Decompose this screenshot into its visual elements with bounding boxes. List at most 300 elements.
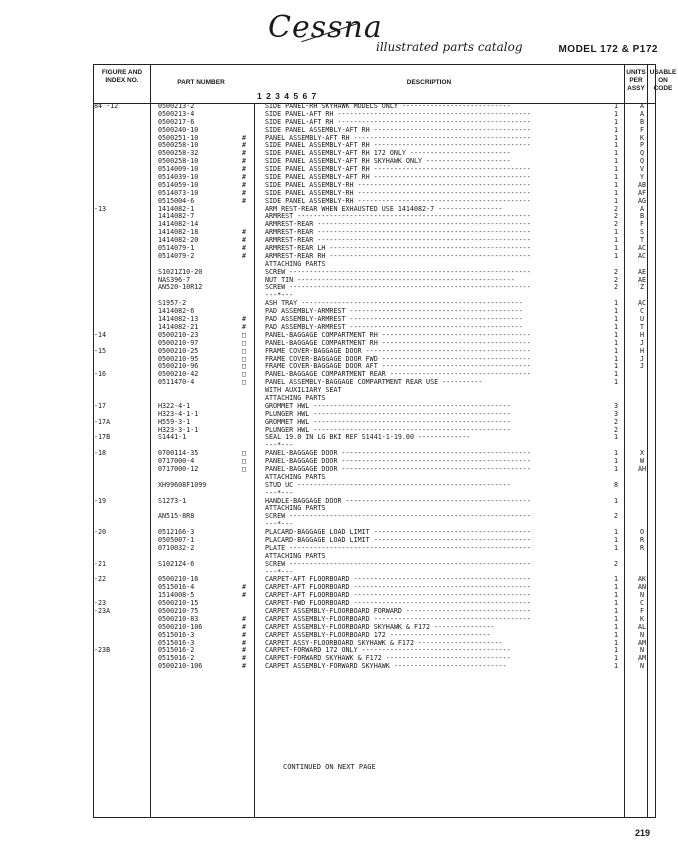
table-row bbox=[93, 379, 656, 387]
row-units: 1 bbox=[613, 575, 619, 584]
table-row bbox=[93, 434, 656, 442]
row-part-number: 1414082-18 bbox=[158, 228, 199, 237]
row-description: ---*--- bbox=[265, 441, 294, 450]
row-description: FRAME COVER-BAGGAGE DOOR AFT ------------------------------------- bbox=[265, 362, 531, 371]
row-marker: □ bbox=[241, 449, 247, 458]
row-marker: # bbox=[241, 322, 247, 331]
row-marker: # bbox=[241, 180, 247, 189]
row-units: 1 bbox=[613, 654, 619, 663]
row-part-number: H323-4-1-1 bbox=[158, 409, 199, 418]
row-code: A bbox=[639, 109, 645, 118]
row-units: 1 bbox=[613, 165, 619, 174]
row-description: SCREW ------------------------------------------------------------ bbox=[265, 283, 531, 292]
row-description: SIDE PANEL ASSEMBLY-AFT RH --------------------------------------- bbox=[265, 165, 531, 174]
row-description: CARPET-FWD FLOORBOARD -------------------------------------------- bbox=[265, 599, 531, 608]
row-units: 1 bbox=[613, 196, 619, 205]
row-description: PAD ASSEMBLY-ARMREST ------------------------------------------- bbox=[265, 322, 523, 331]
row-description: ATTACHING PARTS bbox=[265, 472, 326, 481]
row-part-number: 0700114-35 bbox=[158, 449, 199, 458]
row-part-number: S1957-2 bbox=[158, 299, 187, 308]
row-marker: # bbox=[241, 149, 247, 158]
row-marker: □ bbox=[241, 464, 247, 473]
row-index: -20 bbox=[94, 528, 107, 537]
row-units: 2 bbox=[613, 559, 619, 568]
row-description: SIDE PANEL-RH SKYHAWK MODELS ONLY --------------------------- bbox=[265, 102, 511, 110]
row-code: AK bbox=[637, 575, 647, 584]
row-description: FRAME COVER-BAGGAGE DOOR ----------------------------------------- bbox=[265, 346, 531, 355]
row-description: ---*--- bbox=[265, 488, 294, 497]
row-part-number: S1021Z10-20 bbox=[158, 267, 203, 276]
row-description: PLACARD-BAGGAGE LOAD LIMIT --------------------------------------- bbox=[265, 535, 531, 544]
row-description: HANDLE-BAGGAGE DOOR ---------------------------------------------- bbox=[265, 496, 531, 505]
row-code: T bbox=[639, 322, 645, 331]
row-units: 1 bbox=[613, 528, 619, 537]
row-units: 1 bbox=[613, 638, 619, 647]
row-index: -18 bbox=[94, 449, 107, 458]
row-description: ASH TRAY ------------------------------------------------------- bbox=[265, 299, 523, 308]
row-description: SIDE PANEL ASSEMBLY-RH ------------------------------------------- bbox=[265, 180, 531, 189]
row-description: WITH AUXILIARY SEAT bbox=[265, 386, 342, 395]
row-part-number: XH99608F1099 bbox=[158, 480, 207, 489]
row-units: 1 bbox=[613, 330, 619, 339]
row-units: 1 bbox=[613, 307, 619, 316]
row-units: 1 bbox=[613, 315, 619, 324]
table-row bbox=[93, 387, 656, 395]
row-code: B bbox=[639, 117, 645, 126]
row-part-number: H559-3-1 bbox=[158, 417, 191, 426]
row-code: S bbox=[639, 228, 645, 237]
row-part-number: 1414082-1 bbox=[158, 204, 195, 213]
row-description: ATTACHING PARTS bbox=[265, 504, 326, 513]
row-code: H bbox=[639, 346, 645, 355]
row-part-number: 0515004-6 bbox=[158, 196, 195, 205]
row-part-number: 0500210-106 bbox=[158, 622, 203, 631]
row-part-number: 0514039-10 bbox=[158, 173, 199, 182]
row-marker: # bbox=[241, 236, 247, 245]
row-units: 1 bbox=[613, 433, 619, 442]
row-code: AM bbox=[637, 654, 647, 663]
table-row bbox=[93, 498, 656, 506]
row-description: ATTACHING PARTS bbox=[265, 259, 326, 268]
row-units: 1 bbox=[613, 157, 619, 166]
row-code: F bbox=[639, 220, 645, 229]
row-units: 1 bbox=[613, 630, 619, 639]
row-part-number: 0500258-32 bbox=[158, 149, 199, 158]
row-code: Z bbox=[639, 283, 645, 292]
row-description: GROMMET HWL ------------------------------------------------- bbox=[265, 401, 511, 410]
row-units: 3 bbox=[613, 401, 619, 410]
row-description: CARPET-FORWARD SKYHAWK & F172 ------------------------------- bbox=[265, 654, 511, 663]
table-row bbox=[93, 561, 656, 569]
row-description: PANEL-BAGGAGE DOOR ----------------------------------------------- bbox=[265, 457, 531, 466]
row-part-number: 1414082-7 bbox=[158, 212, 195, 221]
row-part-number: 0500217-6 bbox=[158, 117, 195, 126]
row-units: 1 bbox=[613, 646, 619, 655]
row-part-number: 0500240-10 bbox=[158, 125, 199, 134]
row-code: J bbox=[639, 354, 645, 363]
row-marker: # bbox=[241, 630, 247, 639]
row-part-number: H323-3-1-1 bbox=[158, 425, 199, 434]
row-part-number: 0500210-16 bbox=[158, 575, 199, 584]
row-units: 1 bbox=[613, 662, 619, 671]
row-part-number: 0500258-10 bbox=[158, 157, 199, 166]
row-code: Q bbox=[639, 149, 645, 158]
row-part-number: H322-4-1 bbox=[158, 401, 191, 410]
row-units: 1 bbox=[613, 535, 619, 544]
row-part-number: 0717000-12 bbox=[158, 464, 199, 473]
row-marker: # bbox=[241, 188, 247, 197]
row-code: H bbox=[639, 330, 645, 339]
row-code: F bbox=[639, 125, 645, 134]
row-description: ARMREST-REAR LH -------------------------------------------------- bbox=[265, 244, 531, 253]
row-units: 8 bbox=[613, 480, 619, 489]
row-units: 1 bbox=[613, 228, 619, 237]
row-marker: □ bbox=[241, 354, 247, 363]
row-units: 1 bbox=[613, 102, 619, 110]
row-part-number: 0500210-42 bbox=[158, 370, 199, 379]
cessna-logo: Cessna bbox=[268, 10, 383, 45]
row-code: AG bbox=[637, 196, 647, 205]
row-description: ARMREST-REAR ----------------------------------------------------- bbox=[265, 228, 531, 237]
row-part-number: S1273-1 bbox=[158, 496, 187, 505]
row-description: SIDE PANEL ASSEMBLY-AFT RH --------------------------------------- bbox=[265, 125, 531, 134]
row-units: 1 bbox=[613, 338, 619, 347]
row-part-number: AN515-8R8 bbox=[158, 512, 195, 521]
header-units: UNITS PER ASSY bbox=[626, 69, 646, 92]
row-index: -17 bbox=[94, 401, 107, 410]
row-marker: # bbox=[241, 591, 247, 600]
row-units: 1 bbox=[613, 457, 619, 466]
row-marker: □ bbox=[241, 370, 247, 379]
row-description: ---*--- bbox=[265, 520, 294, 529]
row-description: PANEL-BAGGAGE COMPARTMENT RH ------------------------------------- bbox=[265, 330, 531, 339]
row-marker: # bbox=[241, 638, 247, 647]
row-description: SEAL 19.0 IN LG BKI REF S1441-1-19.00 ------------- bbox=[265, 433, 471, 442]
row-description: PANEL-BAGGAGE COMPARTMENT REAR ----------------------------------- bbox=[265, 370, 531, 379]
row-code: A bbox=[639, 102, 645, 110]
row-part-number: 0500210-75 bbox=[158, 607, 199, 615]
row-marker: # bbox=[241, 315, 247, 324]
table-row bbox=[93, 663, 656, 671]
table-row bbox=[93, 466, 656, 474]
row-units: 1 bbox=[613, 251, 619, 260]
row-code: AF bbox=[637, 188, 647, 197]
row-part-number: S1021Z4-6 bbox=[158, 559, 195, 568]
row-description: SIDE PANEL ASSEMBLY-RH ------------------------------------------- bbox=[265, 188, 531, 197]
row-code: X bbox=[639, 449, 645, 458]
row-description: PANEL-BAGGAGE COMPARTMENT RH ------------------------------------- bbox=[265, 338, 531, 347]
row-code: AM bbox=[637, 638, 647, 647]
row-code: R bbox=[639, 543, 645, 552]
row-units: 1 bbox=[613, 378, 619, 387]
row-units: 1 bbox=[613, 117, 619, 126]
row-marker: # bbox=[241, 165, 247, 174]
row-marker: □ bbox=[241, 378, 247, 387]
row-code: B bbox=[639, 212, 645, 221]
parts-rows bbox=[93, 103, 656, 671]
row-index: -14 bbox=[94, 330, 107, 339]
row-units: 1 bbox=[613, 583, 619, 592]
row-index: 84 -12 bbox=[94, 102, 119, 110]
row-description: CARPET ASSEMBLY-FLOORBOARD --------------------------------------- bbox=[265, 614, 531, 623]
row-part-number: 0500213-2 bbox=[158, 102, 195, 110]
row-description: CARPET-AFT FLOORBOARD -------------------------------------------- bbox=[265, 583, 531, 592]
row-description: SCREW ------------------------------------------------------------ bbox=[265, 512, 531, 521]
row-description: FRAME COVER-BAGGAGE DOOR FWD ------------------------------------- bbox=[265, 354, 531, 363]
row-description: SIDE PANEL ASSEMBLY-AFT RH 172 ONLY ------------------------- bbox=[265, 149, 511, 158]
row-marker: # bbox=[241, 244, 247, 253]
row-units: 2 bbox=[613, 275, 619, 284]
row-part-number: 1414082-13 bbox=[158, 315, 199, 324]
row-units: 1 bbox=[613, 346, 619, 355]
row-description: SIDE PANEL ASSEMBLY-AFT RH --------------------------------------- bbox=[265, 173, 531, 182]
row-units: 1 bbox=[613, 125, 619, 134]
row-units: 1 bbox=[613, 599, 619, 608]
row-code: T bbox=[639, 236, 645, 245]
row-code: F bbox=[639, 607, 645, 615]
row-part-number: 0514009-10 bbox=[158, 165, 199, 174]
row-units: 1 bbox=[613, 496, 619, 505]
table-row bbox=[93, 284, 656, 292]
row-part-number: 1414082-6 bbox=[158, 307, 195, 316]
row-units: 2 bbox=[613, 220, 619, 229]
row-part-number: 0515016-2 bbox=[158, 654, 195, 663]
row-description: ARM REST-REAR WHEN EXHAUSTED USE 1414082-7 ---------------- bbox=[265, 204, 503, 213]
row-part-number: 1514008-5 bbox=[158, 591, 195, 600]
row-description: CARPET ASSEMBLY-FLOORBOARD FORWARD ------------------------------- bbox=[265, 607, 531, 615]
row-marker: □ bbox=[241, 362, 247, 371]
row-units: 2 bbox=[613, 267, 619, 276]
row-code: A bbox=[639, 204, 645, 213]
row-marker: □ bbox=[241, 330, 247, 339]
row-units: 1 bbox=[613, 299, 619, 308]
row-description: PANEL-BAGGAGE DOOR ----------------------------------------------- bbox=[265, 449, 531, 458]
row-units: 2 bbox=[613, 417, 619, 426]
row-description: STUD UC ----------------------------------------------------- bbox=[265, 480, 511, 489]
row-part-number: 1414082-14 bbox=[158, 220, 199, 229]
row-units: 1 bbox=[613, 370, 619, 379]
row-units: 1 bbox=[613, 543, 619, 552]
row-code: U bbox=[639, 315, 645, 324]
row-description: CARPET-AFT FLOORBOARD -------------------------------------------- bbox=[265, 575, 531, 584]
row-part-number: 0500210-96 bbox=[158, 362, 199, 371]
row-part-number: 0514073-10 bbox=[158, 188, 199, 197]
row-part-number: 0500210-83 bbox=[158, 614, 199, 623]
row-units: 1 bbox=[613, 149, 619, 158]
row-description: SIDE PANEL ASSEMBLY-AFT RH SKYHAWK ONLY --------------------- bbox=[265, 157, 511, 166]
row-units: 1 bbox=[613, 109, 619, 118]
row-marker: # bbox=[241, 157, 247, 166]
row-code: V bbox=[639, 165, 645, 174]
row-part-number: 0515016-3 bbox=[158, 630, 195, 639]
row-code: C bbox=[639, 599, 645, 608]
row-code: N bbox=[639, 591, 645, 600]
row-description: ATTACHING PARTS bbox=[265, 393, 326, 402]
page-header bbox=[0, 0, 672, 64]
header-indent-digits: 1 2 3 4 5 6 7 bbox=[257, 91, 318, 101]
row-description: ARMREST ---------------------------------------------------------- bbox=[265, 212, 531, 221]
row-code: AC bbox=[637, 251, 647, 260]
row-part-number: 0500210-15 bbox=[158, 599, 199, 608]
row-code: N bbox=[639, 630, 645, 639]
row-description: CARPET-AFT FLOORBOARD -------------------------------------------- bbox=[265, 591, 531, 600]
row-units: 1 bbox=[613, 141, 619, 150]
row-part-number: 0500210-23 bbox=[158, 330, 199, 339]
row-units: 1 bbox=[613, 362, 619, 371]
row-part-number: 0500210-95 bbox=[158, 354, 199, 363]
row-index: -17B bbox=[94, 433, 111, 442]
row-units: 3 bbox=[613, 409, 619, 418]
row-code: J bbox=[639, 338, 645, 347]
row-part-number: 0710032-2 bbox=[158, 543, 195, 552]
row-part-number: 0500251-10 bbox=[158, 133, 199, 142]
row-code: K bbox=[639, 614, 645, 623]
row-part-number: 1414082-20 bbox=[158, 236, 199, 245]
row-marker: # bbox=[241, 662, 247, 671]
row-description: CARPET ASSY-FLOORBOARD SKYHAWK & F172 --------------------- bbox=[265, 638, 503, 647]
row-part-number: 0515016-3 bbox=[158, 638, 195, 647]
row-marker: # bbox=[241, 622, 247, 631]
row-description: CARPET ASSEMBLY-FLOORBOARD 172 ------------------------- bbox=[265, 630, 491, 639]
continued-note: CONTINUED ON NEXT PAGE bbox=[283, 763, 376, 771]
row-description: SIDE PANEL ASSEMBLY-AFT RH --------------------------------------- bbox=[265, 141, 531, 150]
row-marker: # bbox=[241, 646, 247, 655]
row-part-number: 0515016-4 bbox=[158, 583, 195, 592]
row-marker: # bbox=[241, 614, 247, 623]
row-description: SIDE PANEL-AFT RH ------------------------------------------------ bbox=[265, 117, 531, 126]
row-index: -21 bbox=[94, 559, 107, 568]
row-index: -23 bbox=[94, 599, 107, 608]
row-part-number: 0500210-97 bbox=[158, 338, 199, 347]
row-part-number: 1414082-21 bbox=[158, 322, 199, 331]
row-marker: # bbox=[241, 228, 247, 237]
model-label: MODEL 172 & P172 bbox=[558, 44, 658, 55]
row-code: O bbox=[639, 528, 645, 537]
row-description: PANEL ASSEMBLY-BAGGAGE COMPARTMENT REAR USE ---------- bbox=[265, 378, 483, 387]
row-code: W bbox=[639, 457, 645, 466]
row-part-number: 0514079-1 bbox=[158, 244, 195, 253]
header-description: DESCRIPTION bbox=[406, 79, 452, 86]
row-code: AC bbox=[637, 299, 647, 308]
row-index: -22 bbox=[94, 575, 107, 584]
row-part-number: 0500210-25 bbox=[158, 346, 199, 355]
row-description: PAD ASSEMBLY-ARMREST ------------------------------------------- bbox=[265, 307, 523, 316]
table-row bbox=[93, 513, 656, 521]
row-index: -13 bbox=[94, 204, 107, 213]
header-code: USABLE ON CODE bbox=[649, 69, 677, 92]
row-code: AC bbox=[637, 244, 647, 253]
row-code: AE bbox=[637, 267, 647, 276]
row-description: SCREW ------------------------------------------------------------ bbox=[265, 559, 531, 568]
row-part-number: AN520-10R12 bbox=[158, 283, 203, 292]
row-units: 1 bbox=[613, 607, 619, 615]
table-row bbox=[93, 253, 656, 261]
table-row bbox=[93, 545, 656, 553]
row-description: PLATE ------------------------------------------------------------ bbox=[265, 543, 531, 552]
row-units: 1 bbox=[613, 133, 619, 142]
row-description: GROMMET HWL ------------------------------------------------- bbox=[265, 417, 511, 426]
row-description: PANEL ASSEMBLY-AFT RH -------------------------------------------- bbox=[265, 133, 531, 142]
row-description: SIDE PANEL-AFT RH ------------------------------------------------ bbox=[265, 109, 531, 118]
row-code: AN bbox=[637, 583, 647, 592]
row-part-number: 0514079-2 bbox=[158, 251, 195, 260]
row-code: N bbox=[639, 662, 645, 671]
row-units: 1 bbox=[613, 180, 619, 189]
row-description: ---*--- bbox=[265, 567, 294, 576]
row-description: ARMREST-REAR RH -------------------------------------------------- bbox=[265, 251, 531, 260]
row-marker: # bbox=[241, 583, 247, 592]
row-units: 2 bbox=[613, 212, 619, 221]
row-code: AH bbox=[637, 464, 647, 473]
row-code: AB bbox=[637, 180, 647, 189]
row-description: NUT TIN ------------------------------------------------------ bbox=[265, 275, 515, 284]
row-description: ---*--- bbox=[265, 291, 294, 300]
row-units: 1 bbox=[613, 244, 619, 253]
row-code: P bbox=[639, 141, 645, 150]
row-part-number: 0515016-2 bbox=[158, 646, 195, 655]
row-marker: # bbox=[241, 133, 247, 142]
row-description: ATTACHING PARTS bbox=[265, 551, 326, 560]
catalog-title: illustrated parts catalog bbox=[376, 40, 523, 54]
row-marker: # bbox=[241, 173, 247, 182]
row-code: K bbox=[639, 133, 645, 142]
row-units: 1 bbox=[613, 449, 619, 458]
row-units: 2 bbox=[613, 512, 619, 521]
row-part-number: 0505007-1 bbox=[158, 535, 195, 544]
row-units: 1 bbox=[613, 188, 619, 197]
row-code: C bbox=[639, 307, 645, 316]
row-units: 1 bbox=[613, 591, 619, 600]
row-part-number: S1441-1 bbox=[158, 433, 187, 442]
row-part-number: NAS396-7 bbox=[158, 275, 191, 284]
header-index: FIGURE AND INDEX NO. bbox=[101, 69, 143, 84]
row-index: -19 bbox=[94, 496, 107, 505]
row-units: 1 bbox=[613, 354, 619, 363]
row-marker: # bbox=[241, 141, 247, 150]
row-units: 1 bbox=[613, 236, 619, 245]
row-description: CARPET ASSEMBLY-FORWARD SKYHAWK ---------------------------- bbox=[265, 662, 507, 671]
row-part-number: 0500210-106 bbox=[158, 662, 203, 671]
table-row bbox=[93, 482, 656, 490]
row-index: -15 bbox=[94, 346, 107, 355]
row-code: Q bbox=[639, 157, 645, 166]
row-code: N bbox=[639, 646, 645, 655]
row-marker: # bbox=[241, 196, 247, 205]
row-units: 2 bbox=[613, 425, 619, 434]
row-description: SIDE PANEL ASSEMBLY-RH ------------------------------------------- bbox=[265, 196, 531, 205]
row-part-number: 0514059-10 bbox=[158, 180, 199, 189]
row-part-number: 0511470-4 bbox=[158, 378, 195, 387]
row-marker: □ bbox=[241, 338, 247, 347]
header-part-number: PART NUMBER bbox=[177, 79, 225, 86]
row-units: 2 bbox=[613, 283, 619, 292]
row-units: 1 bbox=[613, 622, 619, 631]
row-description: PAD ASSEMBLY-ARMREST ------------------------------------------- bbox=[265, 315, 523, 324]
row-index: -23A bbox=[94, 607, 111, 615]
row-index: -16 bbox=[94, 370, 107, 379]
row-description: SCREW ------------------------------------------------------------ bbox=[265, 267, 531, 276]
row-code: AL bbox=[637, 622, 647, 631]
row-description: ARMREST-REAR ----------------------------------------------------- bbox=[265, 220, 531, 229]
page-number: 219 bbox=[634, 828, 650, 838]
row-description: CARPET-FORWARD 172 ONLY ------------------------------------- bbox=[265, 646, 511, 655]
row-index: -17A bbox=[94, 417, 111, 426]
row-units: 2 bbox=[613, 204, 619, 213]
row-description: PLUNGER HWL ------------------------------------------------- bbox=[265, 425, 511, 434]
row-units: 1 bbox=[613, 464, 619, 473]
row-code: AE bbox=[637, 275, 647, 284]
row-marker: # bbox=[241, 654, 247, 663]
